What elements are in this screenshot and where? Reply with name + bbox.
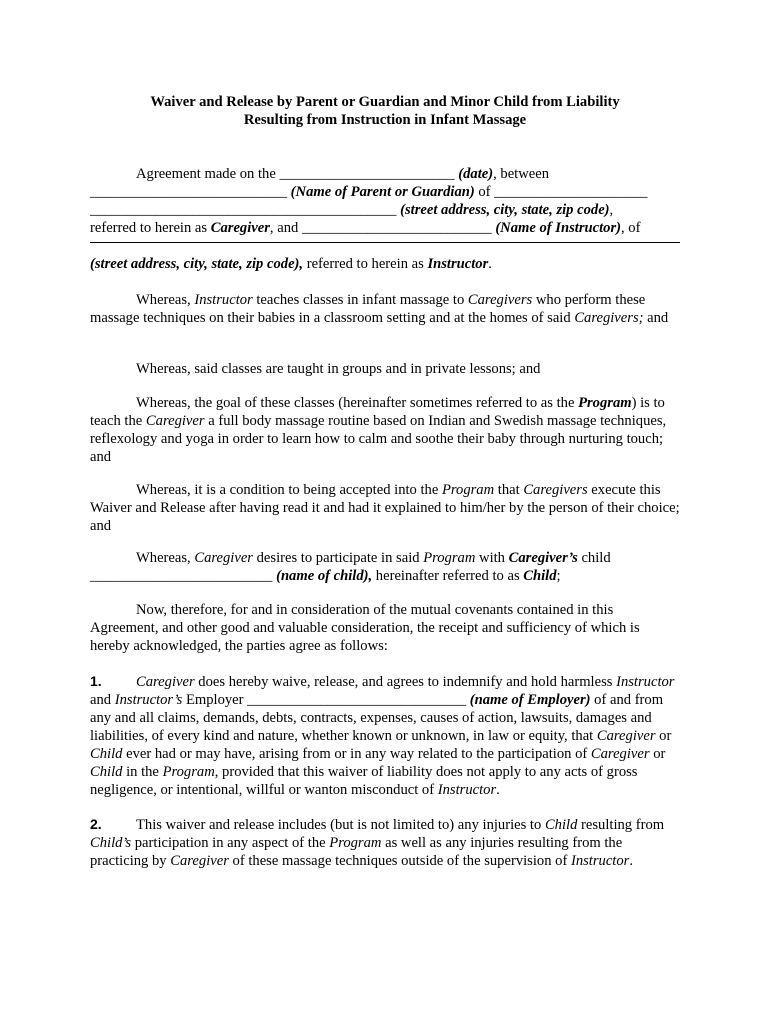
agreement-line-5: (street address, city, state, zip code), referred to herein as Instructor. (90, 256, 492, 272)
instructor-address-blank (90, 242, 680, 243)
whereas-1: Whereas, Instructor teaches classes in infant massage to Caregivers who perform these massage techniques on their babies in a classroom setting and at the homes of said Caregivers; and (90, 292, 669, 326)
agreement-paragraph (90, 165, 680, 237)
clause-1-number: 1. (90, 673, 102, 689)
whereas-4: Whereas, it is a condition to being accepted into the Program that Caregivers execute this Waiver and Release after having read it and had it explained to him/her by the person of their choice; and (90, 482, 680, 534)
clause-1: 1. Caregiver does hereby waive, release, and agrees to indemnify and hold harmless Instructor and Instructor’s Employer ______________________________ (name of Employer) of and from any and all claims, demands, debts, contracts, expenses, causes of action, lawsuits, damages and liabilities, of every kind and nature, whether known or unknown, in law or equity, that Caregiver or Child ever had or may have, arising from or in any way related to the participation of Caregiver or Child in the Program, provided that this waiver of liability does not apply to any acts of gross negligence, or intentional, willful or wanton misconduct of Instructor. (90, 673, 675, 798)
title-line-2: Resulting from Instruction in Infant Massage (243, 112, 527, 128)
agreement-line-2: ___________________________ (Name of Parent or Guardian) of _____________________ (90, 184, 648, 200)
therefore-paragraph: Now, therefore, for and in consideration of the mutual covenants contained in this Agreement, and other good and valuable consideration, the receipt and sufficiency of which is hereby acknowledged, the parties agree as follows: (90, 602, 640, 654)
agreement-line-3: __________________________________________ (street address, city, state, zip code), (90, 202, 614, 218)
title-line-1: Waiver and Release by Parent or Guardian and Minor Child from Liability (150, 94, 620, 110)
whereas-3: Whereas, the goal of these classes (hereinafter sometimes referred to as the Program) is to teach the Caregiver a full body massage routine based on Indian and Swedish massage techniques, reflexology and yoga in order to learn how to calm and soothe their baby through nurturing touch; and (90, 395, 667, 465)
whereas-5: Whereas, Caregiver desires to participate in said Program with Caregiver’s child _________________________ (name of child), hereinafter referred to as Child; (90, 550, 611, 584)
whereas-2: Whereas, said classes are taught in groups and in private lessons; and (136, 361, 541, 377)
agreement-line-1: Agreement made on the ________________________ (date), between (136, 166, 550, 182)
clause-2: 2. This waiver and release includes (but is not limited to) any injuries to Child resulting from Child’s participation in any aspect of the Program as well as any injuries resulting from the practicing by Caregiver of these massage techniques outside of the supervision of Instructor. (90, 816, 665, 869)
agreement-line-4: referred to herein as Caregiver, and __________________________ (Name of Instructor), of (90, 220, 641, 236)
document-title (0, 93, 770, 129)
clause-2-number: 2. (90, 816, 102, 832)
